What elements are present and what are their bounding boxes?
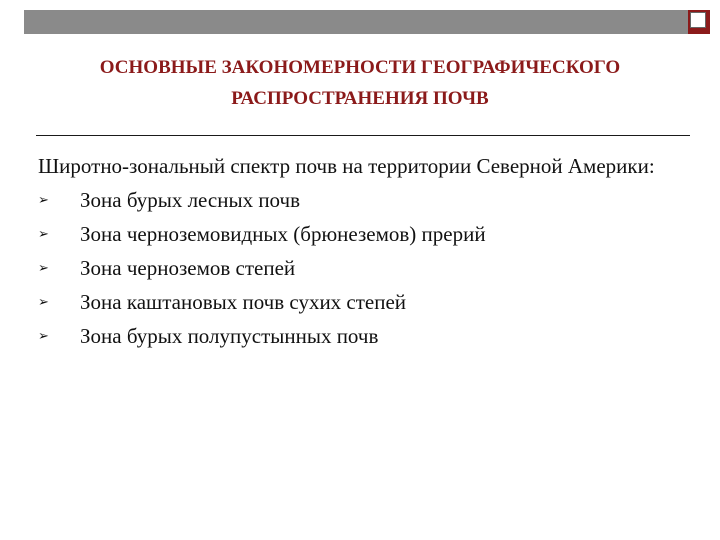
title-line-2: РАСПРОСТРАНЕНИЯ ПОЧВ [231, 88, 489, 109]
arrow-bullet-icon: ➢ [38, 226, 49, 241]
arrow-bullet-icon: ➢ [38, 192, 49, 207]
title-line-1: ОСНОВНЫЕ ЗАКОНОМЕРНОСТИ ГЕОГРАФИЧЕСКОГО [99, 57, 621, 78]
list-item-text: Зона черноземовидных (брюнеземов) прерий [80, 222, 486, 246]
list-item [38, 251, 698, 285]
zone-list [38, 183, 698, 353]
header-bar [24, 10, 688, 34]
list-item-text: Зона бурых лесных почв [80, 188, 300, 212]
list-item [38, 217, 698, 251]
intro-text: Широтно-зональный спектр почв на территории Северной Америки: [38, 154, 655, 178]
list-item [38, 285, 698, 319]
list-item-text: Зона черноземов степей [80, 256, 296, 280]
slide-title [20, 52, 700, 114]
divider [36, 135, 690, 136]
list-item-text: Зона бурых полупустынных почв [80, 324, 379, 348]
list-item [38, 319, 698, 353]
arrow-bullet-icon: ➢ [38, 260, 49, 275]
corner-square-icon [690, 12, 706, 28]
arrow-bullet-icon: ➢ [38, 294, 49, 309]
slide-content [38, 149, 698, 353]
list-item [38, 183, 698, 217]
list-item-text: Зона каштановых почв сухих степей [80, 290, 407, 314]
arrow-bullet-icon: ➢ [38, 328, 49, 343]
